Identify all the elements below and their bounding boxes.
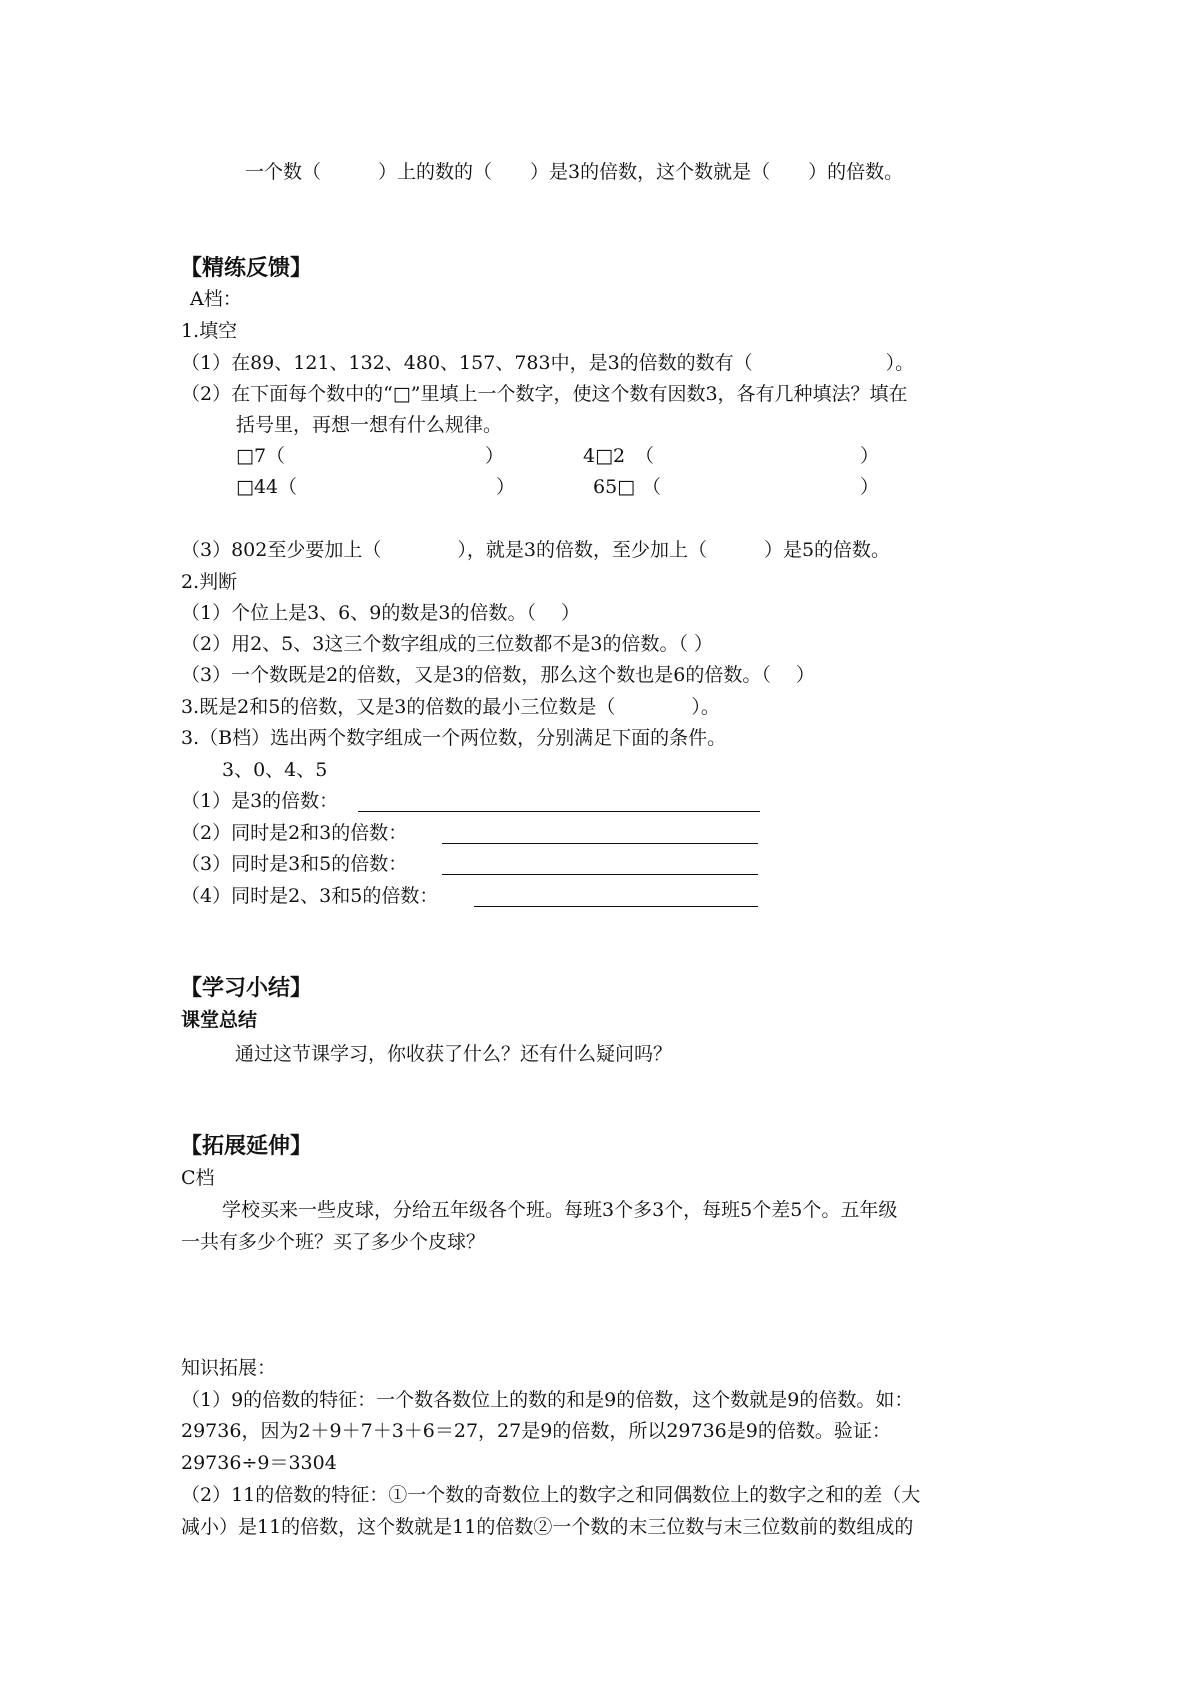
fill-item-number: 4□2 [583,445,626,467]
knowledge-1-line1: （1）9的倍数的特征：一个数各数位上的数的和是9的倍数，这个数就是9的倍数。如： [181,1389,914,1411]
condition-label: （4）同时是2、3和5的倍数： [181,885,439,907]
answer-blank[interactable] [358,811,760,812]
fill-item-close-paren: ） [485,445,505,467]
knowledge-1-line3: 29736÷9＝3304 [181,1452,337,1474]
q2-title: 2.判断 [181,571,238,593]
q2-3: （3）一个数既是2的倍数，又是3的倍数，那么这个数也是6的倍数。（ ） [181,664,815,686]
condition-label: （2）同时是2和3的倍数： [181,822,408,844]
fill-item-close-paren: ） [496,476,516,498]
answer-blank[interactable] [474,906,758,907]
knowledge-1-line2: 29736，因为2＋9＋7＋3＋6＝27，27是9的倍数，所以29736是9的倍数。验证： [181,1420,891,1442]
condition-label: （1）是3的倍数： [181,790,339,812]
knowledge-title: 知识拓展： [181,1357,277,1379]
answer-blank[interactable] [442,874,758,875]
fill-item-open-paren: （ [635,445,655,467]
fill-item-number: □7 [236,445,267,467]
fill-item-close-paren: ） [860,476,880,498]
intro-fill-sentence: 一个数（ ）上的数的（ ）是3的倍数，这个数就是（ ）的倍数。 [245,161,904,183]
level-a-label: A档： [190,288,242,310]
digit-list: 3、0、4、5 [222,759,328,781]
fill-item-open-paren: （ [642,476,662,498]
fill-item-open-paren: （ [278,476,298,498]
fill-item-close-paren: ） [860,445,880,467]
summary-subtitle: 课堂总结 [181,1009,258,1031]
condition-label: （3）同时是3和5的倍数： [181,853,408,875]
answer-blank[interactable] [442,843,758,844]
problem-line2: 一共有多少个班？买了多少个皮球？ [181,1231,486,1253]
q1-2-line1: （2）在下面每个数中的“□”里填上一个数字，使这个数有因数3，各有几种填法？填在 [181,383,908,405]
section-title-summary: 【学习小结】 [180,976,313,1001]
q1-3: （3）802至少要加上（ ），就是3的倍数，至少加上（ ）是5的倍数。 [181,539,891,561]
q1-title: 1.填空 [181,320,238,342]
knowledge-2-line1: （2）11的倍数的特征：①一个数的奇数位上的数字之和同偶数位上的数字之和的差（大 [181,1484,921,1506]
q2-2: （2）用2、5、3这三个数字组成的三位数都不是3的倍数。（ ） [181,633,713,655]
fill-item-open-paren: （ [266,445,286,467]
q3: 3.既是2和5的倍数，又是3的倍数的最小三位数是（ ）。 [181,696,720,718]
q1-2-line2: 括号里，再想一想有什么规律。 [236,414,503,436]
q1-1: （1）在89、121、132、480、157、783中，是3的倍数的数有（ ）。 [181,352,915,374]
fill-item-number: □44 [236,476,279,498]
fill-item-number: 65□ [593,476,636,498]
knowledge-2-line2: 减小）是11的倍数，这个数就是11的倍数②一个数的末三位数与末三位数前的数组成的 [181,1516,914,1538]
q3-b: 3.（B档）选出两个数字组成一个两位数，分别满足下面的条件。 [181,727,727,749]
section-title-practice: 【精练反馈】 [180,256,313,281]
section-title-extend: 【拓展延伸】 [180,1134,313,1159]
q2-1: （1）个位上是3、6、9的数是3的倍数。（ ） [181,602,580,624]
level-c-label: C档 [181,1167,215,1189]
problem-line1: 学校买来一些皮球，分给五年级各个班。每班3个多3个，每班5个差5个。五年级 [222,1199,898,1221]
summary-text: 通过这节课学习，你收获了什么？还有什么疑问吗？ [235,1043,673,1065]
